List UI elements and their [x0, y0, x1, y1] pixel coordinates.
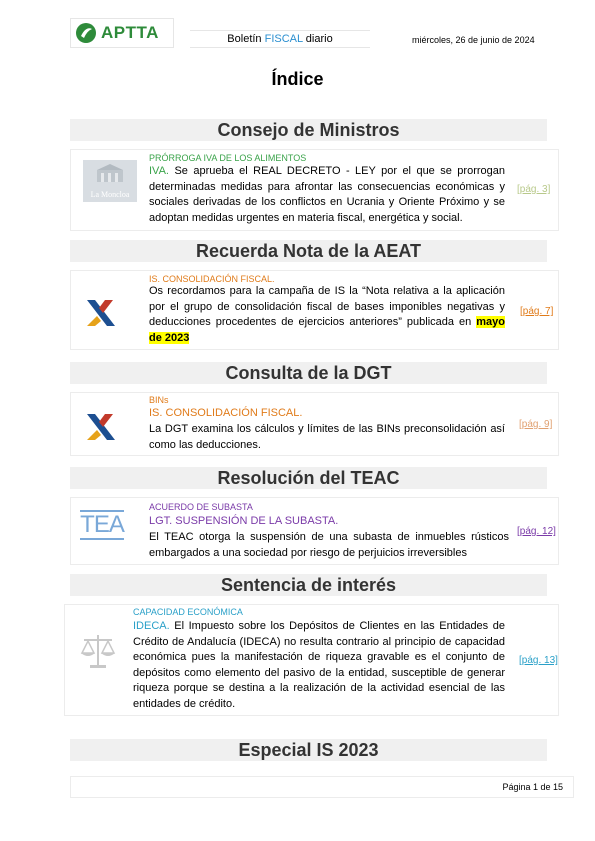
card-text: El TEAC otorga la suspensión de una subasta de inmuebles rústicos embargados a una sociedad por riesgo de perjuicios irreversibles: [149, 531, 509, 559]
section-title-consejo: Consejo de Ministros: [70, 119, 547, 141]
card-body: [149, 164, 505, 226]
card-text: El Impuesto sobre los Depósitos de Clientes en las Entidades de Crédito de Andalucía (IDECA) no resulta contrario al principio de capacidad económica pues la manifestación de riqueza gravable es el conjunto de depósitos como elemento del pasivo de la entidad, susceptible de generar riqueza porque se destina a la realización de la actividad esencial de las entidades de crédito.: [133, 620, 505, 710]
lead-label: IVA.: [149, 165, 169, 177]
aptta-leaf-icon: [75, 22, 97, 44]
page-number: Página 1 de 15: [502, 782, 563, 792]
bulletin-title: [190, 30, 370, 48]
highlighted-date: mayo de 2023: [149, 316, 505, 344]
page-link[interactable]: [pág. 3]: [517, 184, 551, 195]
aeat-icon: [83, 412, 119, 442]
page-link[interactable]: [pág. 12]: [517, 526, 556, 537]
page-link[interactable]: [pág. 13]: [519, 655, 558, 666]
index-title: Índice: [271, 69, 324, 89]
header-date: miércoles, 26 de junio de 2024: [412, 35, 535, 45]
teac-logo-text: TEA: [80, 511, 124, 538]
bulletin-suffix: diario: [305, 33, 333, 45]
lead-label: LGT. SUSPENSIÓN DE LA SUBASTA.: [149, 515, 339, 527]
bulletin-prefix: Boletín: [227, 33, 262, 45]
category-label: BINs: [149, 395, 169, 405]
section-title-especial: Especial IS 2023: [70, 739, 547, 761]
lead-label: IS. CONSOLIDACIÓN FISCAL.: [149, 407, 303, 419]
aeat-logo: [75, 293, 127, 333]
scales-icon: [78, 631, 118, 671]
section-title-dgt: Consulta de la DGT: [70, 362, 547, 384]
building-icon: [95, 164, 125, 184]
section-title-teac: Resolución del TEAC: [70, 467, 547, 489]
card-dgt: [70, 392, 559, 456]
category-label: ACUERDO DE SUBASTA: [149, 502, 253, 512]
justice-logo: [71, 627, 125, 675]
category-label: IS. CONSOLIDACIÓN FISCAL.: [149, 274, 275, 284]
card-sentencia: [64, 604, 559, 716]
section-title-sentencia: Sentencia de interés: [70, 574, 547, 596]
card-text: Se aprueba el REAL DECRETO - LEY por el que se prorrogan determinadas medidas para afrontar las consecuencias económicas y sociales derivadas de los conflictos en Ucrania y Oriente Próximo y se adoptan medidas urgentes en materia fiscal, energética y social.: [149, 165, 505, 224]
section-title-aeat: Recuerda Nota de la AEAT: [70, 240, 547, 262]
page-link[interactable]: [pág. 9]: [519, 419, 553, 430]
category-label: PRÓRROGA IVA DE LOS ALIMENTOS: [149, 153, 307, 163]
moncloa-logo: [83, 160, 137, 202]
bulletin-fiscal: FISCAL: [264, 33, 303, 45]
category-label: CAPACIDAD ECONÓMICA: [133, 607, 243, 617]
moncloa-label: La Moncloa: [90, 190, 130, 199]
card-consejo: [70, 149, 559, 231]
aeat-logo: [75, 407, 127, 447]
teac-logo: [77, 508, 127, 542]
aptta-logo: [70, 18, 174, 48]
page-link[interactable]: [pág. 7]: [520, 306, 554, 317]
card-body: [149, 284, 505, 346]
card-text: Os recordamos para la campaña de IS la “Nota relativa a la aplicación por el grupo de consolidación fiscal de bases imponibles negativas y deducciones procedentes de ejercicios anteriores” publicada en: [149, 285, 505, 328]
card-text: La DGT examina los cálculos y límites de las BINs preconsolidación así como las deducciones.: [149, 423, 505, 451]
logo-text: APTTA: [101, 23, 159, 42]
footer: [70, 776, 574, 798]
lead-label: IDECA.: [133, 620, 170, 632]
card-teac: [70, 497, 559, 565]
card-aeat: [70, 270, 559, 350]
card-body: [133, 619, 505, 712]
aeat-icon: [83, 298, 119, 328]
